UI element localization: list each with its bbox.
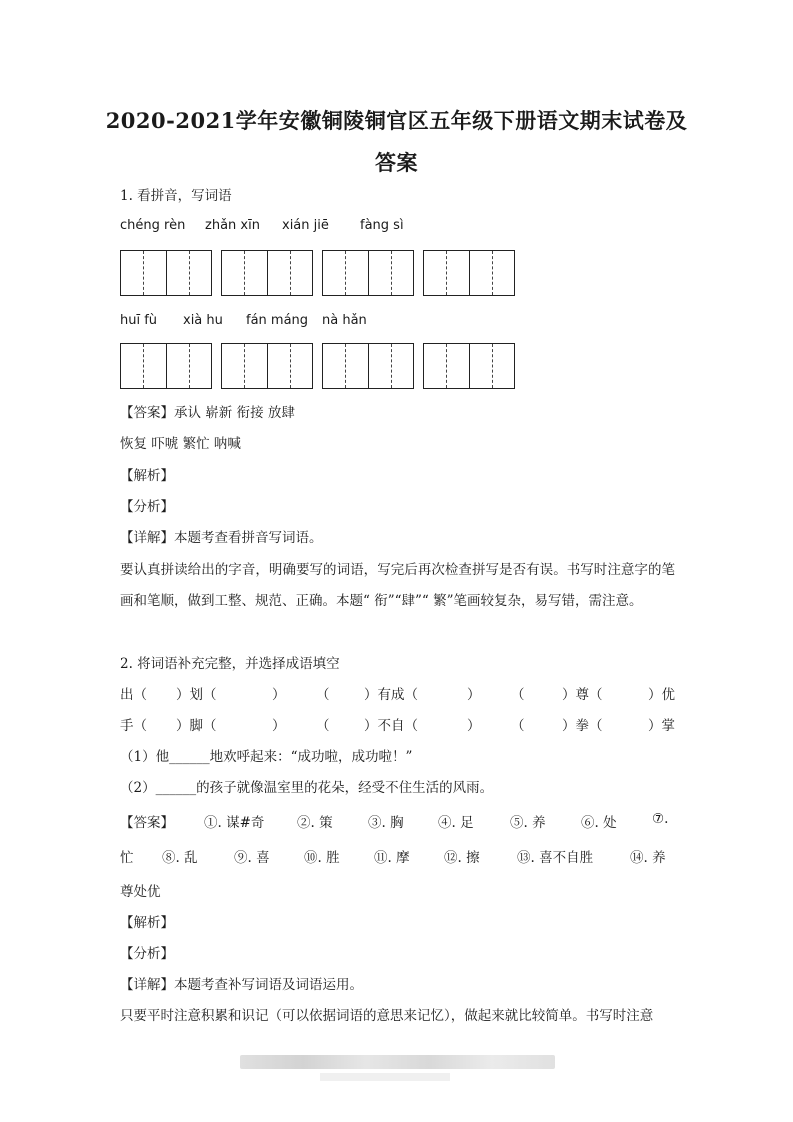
idiom-fragment: ）划（ [176, 687, 217, 703]
answer-item: 忙 [120, 850, 134, 866]
q1-answer-line-1: 【答案】承认 崭新 衔接 放肆 [120, 405, 295, 421]
idiom-fragment: ）尊（ [562, 687, 603, 703]
idiom-fragment: ）有成（ [364, 687, 418, 703]
pinyin-item: chéng rèn [120, 218, 186, 233]
idiom-fragment: ） [272, 687, 286, 703]
q2-sentence-2: （2）______的孩子就像温室里的花朵，经受不住生活的风雨。 [120, 780, 494, 796]
q2-xiangjie-line: 【详解】本题考查补写词语及词语运用。 [120, 977, 363, 993]
pinyin-item: xià hu [183, 313, 223, 328]
answer-item: ⑫. 擦 [444, 850, 480, 866]
q1-fenxi-heading: 【分析】 [120, 499, 174, 515]
answer-item: 尊处优 [120, 884, 161, 900]
writing-box[interactable] [221, 343, 313, 389]
idiom-fragment: （ [511, 718, 525, 734]
idiom-fragment: ） [467, 718, 481, 734]
idiom-fragment: ）掌 [648, 718, 675, 734]
idiom-fragment: （ [316, 718, 330, 734]
writing-box[interactable] [120, 343, 212, 389]
answer-item: ⑨. 喜 [234, 850, 270, 866]
idiom-fragment: 出（ [120, 687, 147, 703]
answer-item: ⑦. [652, 811, 669, 827]
answer-item: ⑥. 处 [581, 815, 617, 831]
answer-item: ⑪. 摩 [374, 850, 410, 866]
answer-item: ⑤. 养 [510, 815, 546, 831]
answer-item: ③. 胸 [368, 815, 404, 831]
writing-box[interactable] [423, 250, 515, 296]
q1-xiangjie-line: 【详解】本题考查看拼音写词语。 [120, 530, 323, 546]
idiom-fragment: 手（ [120, 718, 147, 734]
answer-label: 【答案】 [120, 815, 174, 831]
pinyin-item: fán máng [246, 313, 309, 328]
pinyin-item: zhǎn xīn [205, 218, 260, 233]
title-line-1: 2020-2021学年安徽铜陵铜官区五年级下册语文期末试卷及 [105, 108, 688, 133]
blurred-footer-watermark-2 [320, 1073, 450, 1081]
blurred-footer-watermark [240, 1055, 555, 1069]
title-line-2: 答案 [375, 150, 418, 175]
writing-box[interactable] [322, 250, 414, 296]
pinyin-item: nà hǎn [322, 313, 367, 328]
idiom-fragment: ）优 [648, 687, 675, 703]
q2-explanation: 只要平时注意积累和识记（可以依据词语的意思来记忆），做起来就比较简单。书写时注意 [120, 1008, 654, 1024]
answer-item: ⑩. 胜 [304, 850, 340, 866]
pinyin-item: fàng sì [360, 218, 404, 233]
document-title [100, 100, 693, 184]
q2-fenxi-heading: 【分析】 [120, 946, 174, 962]
q2-sentence-1: （1）他______地欢呼起来：“成功啦，成功啦！” [120, 749, 413, 765]
answer-item: ⑬. 喜不自胜 [517, 850, 594, 866]
pinyin-item: huī fù [120, 313, 158, 328]
answer-item: ⑭. 养 [630, 850, 666, 866]
answer-item: ⑧. 乱 [162, 850, 198, 866]
idiom-fragment: （ [316, 687, 330, 703]
q1-explanation: 要认真拼读给出的字音，明确要写的词语，写完后再次检查拼写是否有误。书写时注意字的笔画和笔顺，做到工整、规范、正确。本题“ 衔”“肆”“ 繁”笔画较复杂，易写错，需注意。 [120, 562, 675, 609]
idiom-fragment: ） [272, 718, 286, 734]
question-1-label: 1. 看拼音，写词语 [120, 188, 232, 204]
answer-item: ②. 策 [297, 815, 333, 831]
q1-answer-line-2: 恢复 吓唬 繁忙 呐喊 [120, 436, 241, 452]
q1-jiexi-heading: 【解析】 [120, 468, 174, 484]
idiom-fragment: ）拳（ [562, 718, 603, 734]
idiom-fragment: ）不自（ [364, 718, 418, 734]
writing-box[interactable] [322, 343, 414, 389]
writing-box[interactable] [423, 343, 515, 389]
idiom-fragment: ） [467, 687, 481, 703]
answer-item: ④. 足 [438, 815, 474, 831]
pinyin-item: xián jiē [282, 218, 329, 233]
answer-item: ①. 谋#奇 [204, 815, 265, 831]
idiom-fragment: （ [511, 687, 525, 703]
idiom-fragment: ）脚（ [176, 718, 217, 734]
q2-jiexi-heading: 【解析】 [120, 915, 174, 931]
writing-box[interactable] [120, 250, 212, 296]
question-2-label: 2. 将词语补充完整，并选择成语填空 [120, 656, 340, 672]
writing-box[interactable] [221, 250, 313, 296]
